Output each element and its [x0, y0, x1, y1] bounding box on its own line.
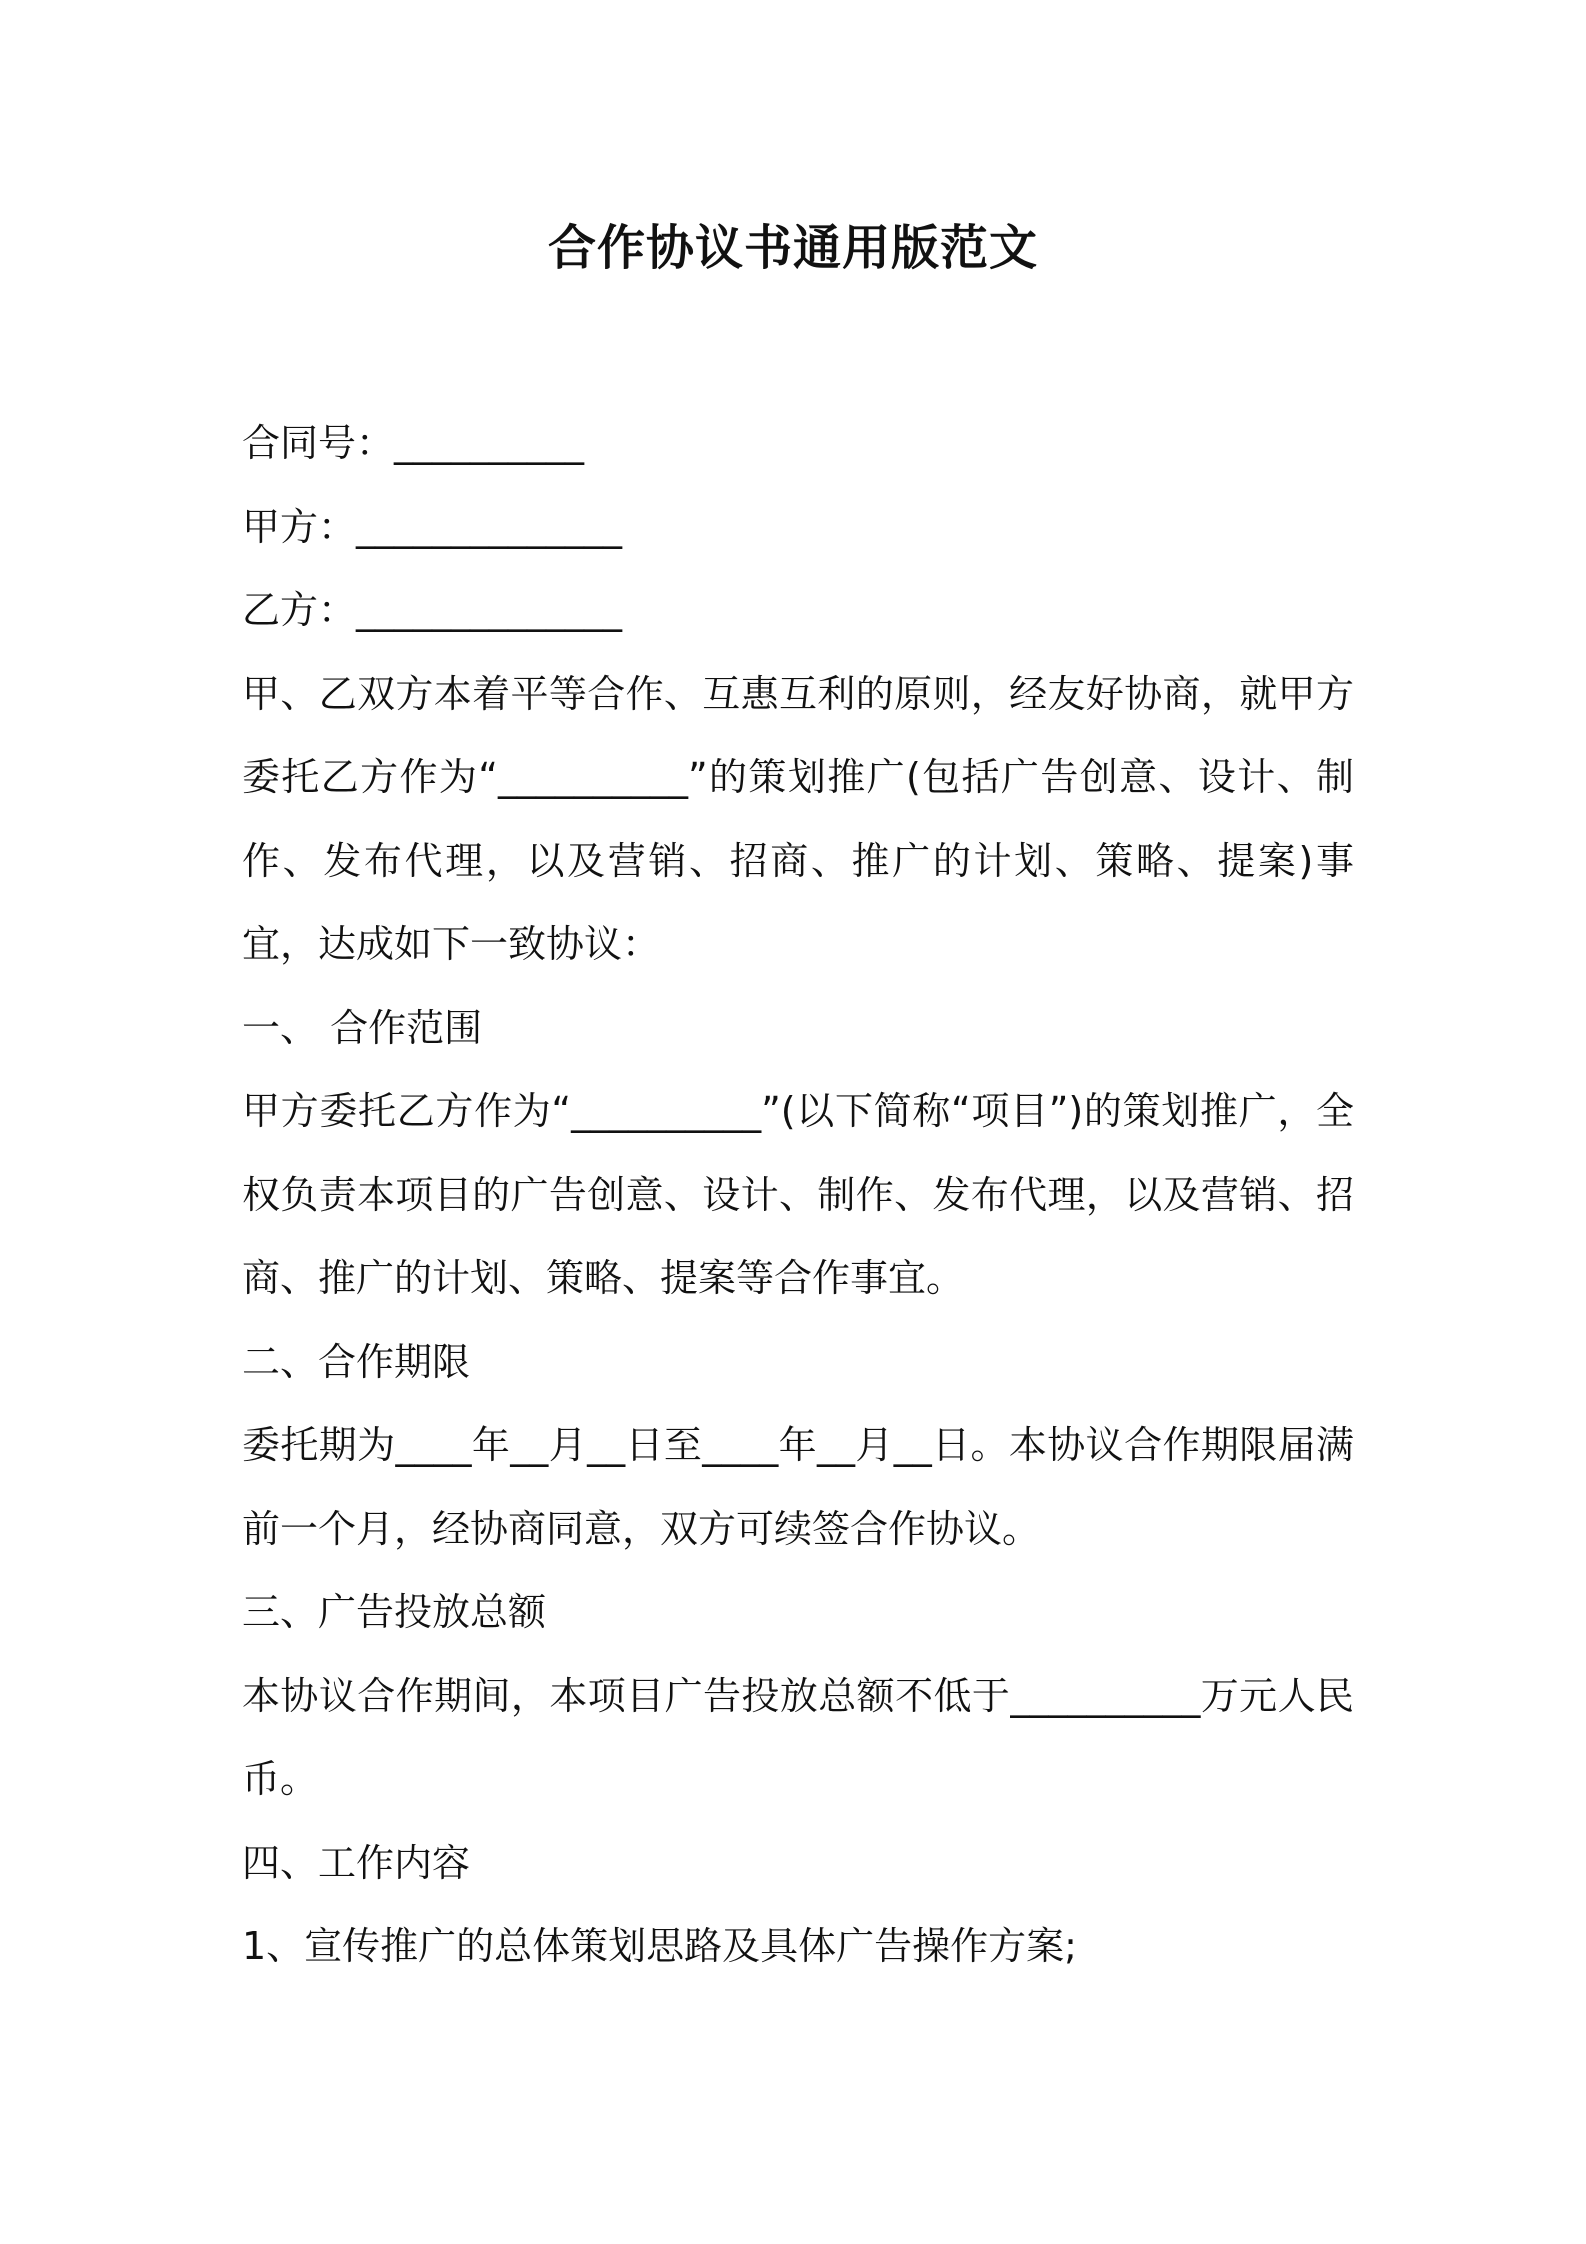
section-body-budget: 本协议合作期间，本项目广告投放总额不低于__________万元人民币。 — [242, 1673, 1354, 1801]
section-body-scope: 甲方委托乙方作为“__________”(以下简称“项目”)的策划推广，全权负责本项目的广告创意、设计、制作、发布代理，以及营销、招商、推广的计划、策略、提案等合作事宜。 — [242, 1089, 1354, 1300]
section-body-term: 委托期为____年__月__日至____年__月__日。本协议合作期限届满前一个月，经协商同意，双方可续签合作协议。 — [242, 1423, 1354, 1551]
section-heading-budget: 三、广告投放总额 — [242, 1590, 547, 1634]
section-heading-work: 四、工作内容 — [242, 1840, 471, 1885]
intro-paragraph: 甲、乙双方本着平等合作、互惠互利的原则，经友好协商，就甲方委托乙方作为“__________”的策划推广(包括广告创意、设计、制作、发布代理，以及营销、招商、推广的计划、策略、提案)事宜，达成如下一致协议： — [242, 671, 1354, 966]
section-heading-term: 二、合作期限 — [242, 1339, 471, 1384]
document-title: 合作协议书通用版范文 — [547, 220, 1038, 276]
party-a-field: 甲方：______________ — [242, 504, 623, 549]
work-item: 1、宣传推广的总体策划思路及具体广告操作方案; — [242, 1924, 1077, 1968]
section-heading-scope: 一、 合作范围 — [242, 1005, 483, 1050]
party-b-field: 乙方：______________ — [242, 588, 623, 632]
contract-number-field: 合同号：__________ — [242, 421, 585, 465]
document-body — [242, 402, 1354, 1989]
